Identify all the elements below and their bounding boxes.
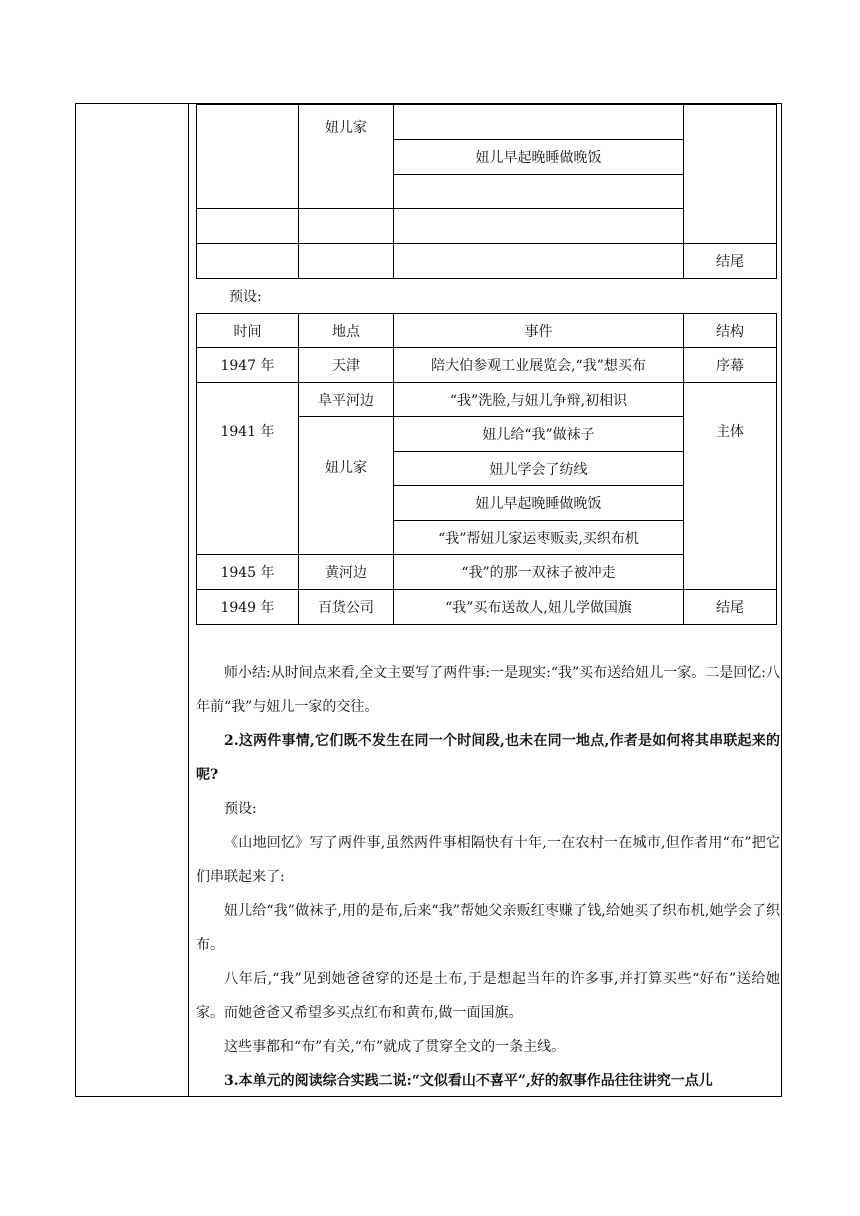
table-header-row — [197, 314, 777, 348]
answer-paragraph: 妞儿给“我”做袜子,用的是布,后来“我”帮她父亲贩红枣赚了钱,给她买了织布机,她学会了织布。 — [196, 903, 780, 953]
cell-blank — [394, 244, 684, 279]
cell-place: 妞儿家 — [299, 417, 394, 555]
continuation-table — [196, 104, 777, 279]
header-structure: 结构 — [684, 314, 777, 348]
cell-structure: 结尾 — [684, 590, 777, 625]
cell-time: 1947 年 — [197, 348, 299, 383]
cell-blank — [197, 105, 299, 209]
teacher-summary: 师小结:从时间点来看,全文主要写了两件事:一是现实:“我”买布送给妞儿一家。二是回忆:八年前“我”与妞儿一家的交往。 — [196, 665, 780, 715]
preset-label: 预设: — [229, 289, 262, 305]
cell-blank — [394, 175, 684, 209]
cell-time: 1945 年 — [197, 555, 299, 590]
cell-structure: 主体 — [684, 383, 777, 590]
cell-place: 妞儿家 — [299, 105, 394, 209]
header-place: 地点 — [299, 314, 394, 348]
cell-blank — [394, 209, 684, 244]
table-row — [197, 348, 777, 383]
cell-event: 妞儿早起晚睡做晚饭 — [394, 486, 684, 521]
cell-structure: 序幕 — [684, 348, 777, 383]
cell-place: 天津 — [299, 348, 394, 383]
header-time: 时间 — [197, 314, 299, 348]
preset-label-2: 预设: — [224, 801, 257, 817]
cell-place: 阜平河边 — [299, 383, 394, 417]
cell-blank — [197, 244, 299, 279]
cell-event: “我”洗脸,与妞儿争辩,初相识 — [394, 383, 684, 417]
cell-structure: 结尾 — [684, 244, 777, 279]
table-row — [197, 383, 777, 417]
cell-time: 1941 年 — [197, 383, 299, 555]
cell-event: “我”的那一双袜子被冲走 — [394, 555, 684, 590]
answer-paragraph: 这些事都和“布”有关,“布”就成了贯穿全文的一条主线。 — [224, 1039, 566, 1055]
body-text — [196, 656, 780, 1098]
cell-event: “我”买布送故人,妞儿学做国旗 — [394, 590, 684, 625]
cell-place: 黄河边 — [299, 555, 394, 590]
header-event: 事件 — [394, 314, 684, 348]
frame-column-divider — [188, 104, 189, 1096]
cell-event: 妞儿早起晚睡做晚饭 — [394, 140, 684, 175]
cell-event: 妞儿给“我”做袜子 — [394, 417, 684, 452]
cell-blank — [684, 105, 777, 244]
structure-table — [196, 313, 777, 625]
answer-paragraph: 《山地回忆》写了两件事,虽然两件事相隔快有十年,一在农村一在城市,但作者用“布”把它们串联起来了: — [196, 835, 780, 885]
question-2: 2.这两件事情,它们既不发生在同一个时间段,也未在同一地点,作者是如何将其串联起来的呢? — [196, 733, 780, 783]
table-row — [197, 590, 777, 625]
cell-time: 1949 年 — [197, 590, 299, 625]
cell-blank — [299, 244, 394, 279]
cell-blank — [197, 209, 299, 244]
cell-blank — [299, 209, 394, 244]
answer-paragraph: 八年后,“我”见到她爸爸穿的还是土布,于是想起当年的许多事,并打算买些“好布”送给她家。而她爸爸又希望多买点红布和黄布,做一面国旗。 — [196, 971, 780, 1021]
cell-event: “我”帮妞儿家运枣贩卖,买织布机 — [394, 521, 684, 555]
cell-event: 妞儿学会了纺线 — [394, 452, 684, 486]
cell-event: 陪大伯参观工业展览会,“我”想买布 — [394, 348, 684, 383]
cell-blank — [394, 105, 684, 140]
question-3: 3.本单元的阅读综合实践二说:“文似看山不喜平”,好的叙事作品往往讲究一点儿 — [224, 1073, 713, 1089]
cell-place: 百货公司 — [299, 590, 394, 625]
